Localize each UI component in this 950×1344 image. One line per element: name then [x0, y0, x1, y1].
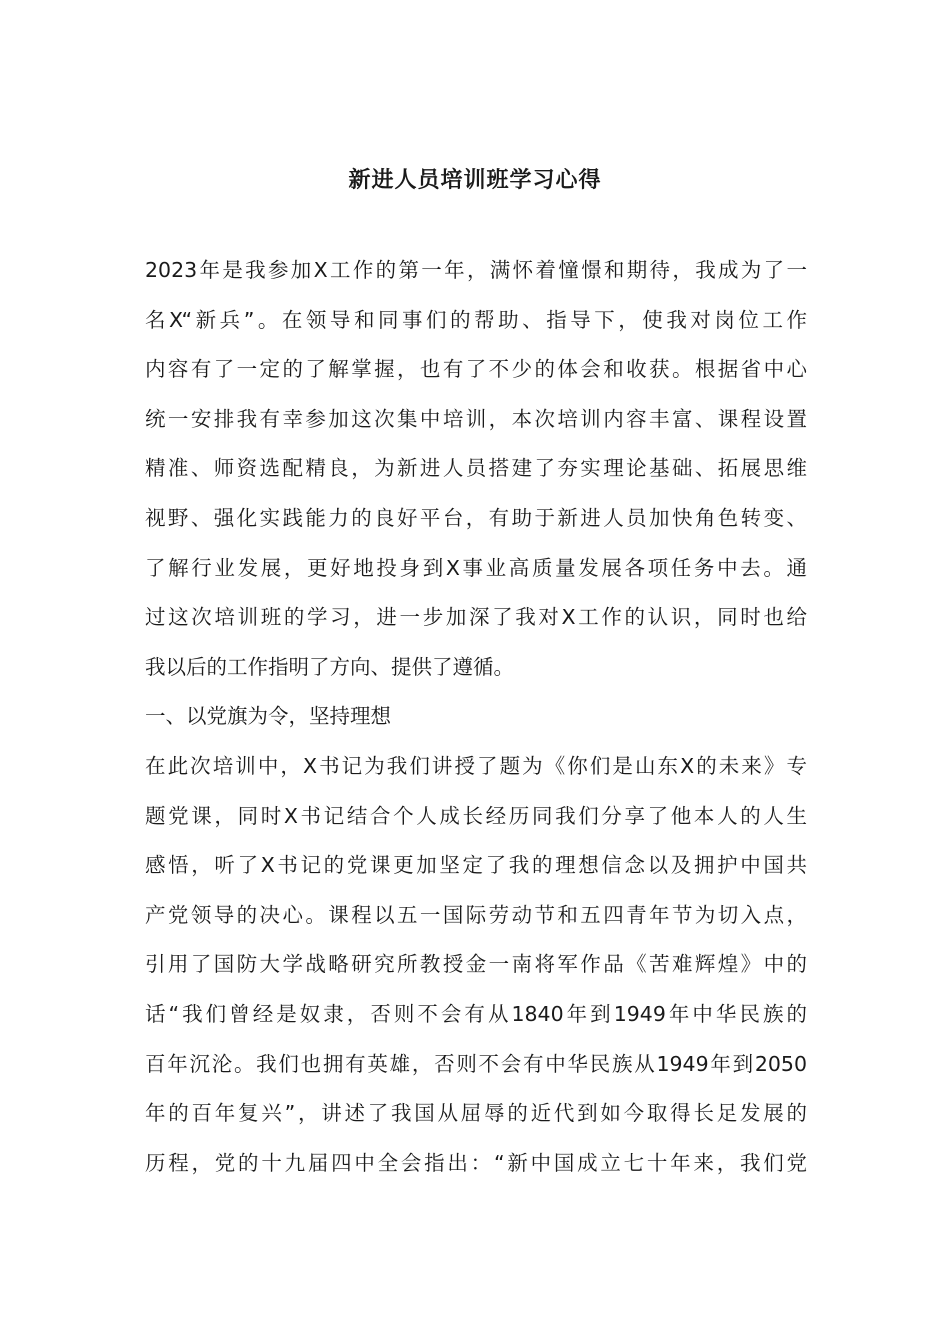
- text-line: 精准、师资选配精良，为新进人员搭建了夯实理论基础、拓展思维: [145, 456, 807, 481]
- paragraph-last-line: 我以后的工作指明了方向、提供了遵循。: [145, 654, 514, 679]
- text-line: 在此次培训中，X书记为我们讲授了题为《你们是山东X的未来》专: [145, 753, 807, 778]
- text-line: 题党课，同时X书记结合个人成长经历同我们分享了他本人的人生: [145, 803, 807, 828]
- text-line: 统一安排我有幸参加这次集中培训，本次培训内容丰富、课程设置: [145, 406, 807, 431]
- text-line: 2023年是我参加X工作的第一年，满怀着憧憬和期待，我成为了一: [145, 258, 807, 282]
- text-line: 历程，党的十九届四中全会指出：“新中国成立七十年来，我们党: [145, 1150, 807, 1175]
- text-line: 过这次培训班的学习，进一步加深了我对X工作的认识，同时也给: [145, 605, 807, 630]
- text-line: 内容有了一定的了解掌握，也有了不少的体会和收获。根据省中心: [145, 357, 807, 382]
- text-line: 视野、强化实践能力的良好平台，有助于新进人员加快角色转变、: [145, 505, 807, 530]
- section-heading: 一、以党旗为令，坚持理想: [145, 704, 391, 729]
- text-line: 名X“新兵”。在领导和同事们的帮助、指导下，使我对岗位工作: [145, 307, 807, 332]
- text-line: 产党领导的决心。课程以五一国际劳动节和五四青年节为切入点，: [145, 902, 807, 927]
- text-line: 引用了国防大学战略研究所教授金一南将军作品《苦难辉煌》中的: [145, 952, 807, 977]
- document-title: 新进人员培训班学习心得: [348, 167, 602, 193]
- text-line: 年的百年复兴”，讲述了我国从屈辱的近代到如今取得长足发展的: [145, 1101, 807, 1126]
- text-line: 了解行业发展，更好地投身到X事业高质量发展各项任务中去。通: [145, 555, 807, 580]
- text-line: 百年沉沦。我们也拥有英雄，否则不会有中华民族从1949年到2050: [145, 1051, 807, 1076]
- text-line: 感悟，听了X书记的党课更加坚定了我的理想信念以及拥护中国共: [145, 853, 807, 878]
- document-body: [145, 246, 807, 1188]
- text-line: 话“我们曾经是奴隶，否则不会有从1840年到1949年中华民族的: [145, 1001, 807, 1026]
